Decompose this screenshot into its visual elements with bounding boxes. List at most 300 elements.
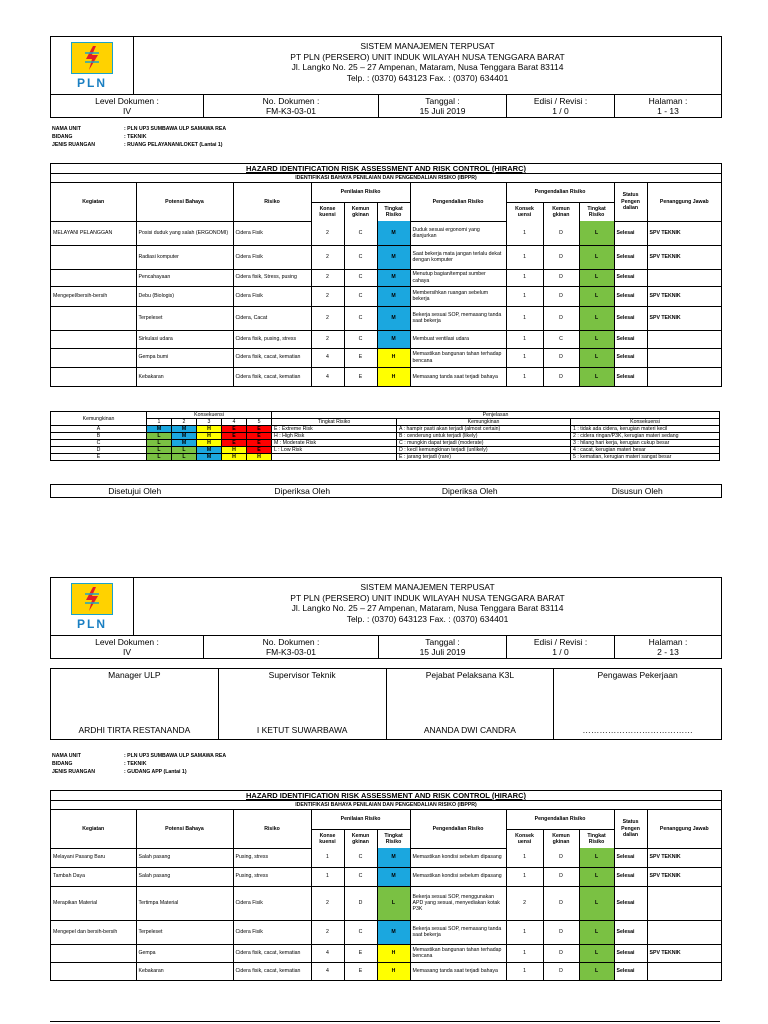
col-kegiatan: Kegiatan [51, 183, 136, 221]
tingkat-cell: M [377, 330, 410, 348]
unit-meta [52, 125, 226, 149]
col-kemungkinan-2: Kemun gkinan [543, 202, 579, 221]
tingkat-2-cell: L [579, 962, 614, 980]
pj-cell [647, 269, 721, 286]
table-row [51, 944, 721, 962]
kemungkinan-2-cell: D [543, 367, 579, 386]
signer-role: Pejabat Pelaksana K3L [425, 670, 515, 680]
table-body [51, 848, 721, 980]
matrix-cell: E [222, 440, 247, 447]
konsekuensi-cell: 2 [311, 221, 344, 245]
tingkat-2-cell: L [579, 886, 614, 920]
potensi-cell: Tertimpa Material [136, 886, 233, 920]
potensi-cell: Terpeleset [136, 920, 233, 944]
tingkat-2-cell: L [579, 848, 614, 867]
approved-by: Disetujui Oleh [108, 486, 162, 496]
meta-value: : PLN UP3 SUMBAWA ULP SAMAWA REA [124, 126, 227, 132]
table-row [51, 920, 721, 944]
table-row [51, 867, 721, 886]
company-name: PT PLN (PERSERO) UNIT INDUK WILAYAH NUSA TENGGARA BARAT [290, 51, 565, 62]
kegiatan-cell [51, 348, 136, 367]
legend-num: 2 [172, 419, 197, 426]
konsekuensi-cell: 2 [311, 306, 344, 330]
potensi-cell: Gempa bumi [136, 348, 233, 367]
col-kegiatan: Kegiatan [51, 810, 136, 848]
risiko-cell: Pusing, stress [233, 848, 311, 867]
doc-number-value: FM-K3-03-01 [265, 106, 317, 116]
table-row [51, 269, 721, 286]
risk-level-desc: M : Moderate Risk [272, 440, 397, 447]
matrix-cell: E [247, 440, 272, 447]
consequence-desc: 3 : hilang hari kerja, kerugian cukup besar [571, 440, 720, 447]
system-title: SISTEM MANAJEMEN TERPUSAT [360, 41, 495, 51]
likelihood-desc: E : jarang terjadi (rare) [397, 454, 571, 461]
hirarc-title: HAZARD IDENTIFICATION RISK ASSESSMENT AND RISK CONTROL (HIRARC) [51, 164, 721, 174]
pengendalian-cell: Bekerja sesuai SOP, memasang tanda saat bekerja [410, 920, 506, 944]
likelihood-desc: C : mungkin dapat terjadi (moderate) [397, 440, 571, 447]
pengendalian-cell: Memastikan kondisi sebelum dipasang [410, 848, 506, 867]
pj-cell: SPV TEKNIK [647, 848, 721, 867]
edition-value: 1 / 0 [552, 647, 569, 657]
kegiatan-cell [51, 306, 136, 330]
legend-row [51, 440, 720, 447]
potensi-cell: Salah pasang [136, 867, 233, 886]
likelihood-desc: D : kecil kemungkinan terjadi (unlikely) [397, 447, 571, 454]
likelihood-letter: D [51, 447, 147, 454]
hirarc-table [50, 790, 722, 981]
col-pengendalian-risiko: Pengendalian Risiko [506, 810, 614, 829]
matrix-cell: E [222, 426, 247, 433]
risiko-cell: Cidera fisik, cacat, kematian [233, 944, 311, 962]
pj-cell: SPV TEKNIK [647, 944, 721, 962]
pj-cell: SPV TEKNIK [647, 245, 721, 269]
pengendalian-cell: Duduk sesuai ergonomi yang dianjurkan [410, 221, 506, 245]
tingkat-cell: H [377, 962, 410, 980]
likelihood-letter: B [51, 433, 147, 440]
tingkat-2-cell: L [579, 944, 614, 962]
table-body [51, 221, 721, 386]
risiko-cell: Cidera Fisik [233, 221, 311, 245]
meta-value: : GUDANG APP (Lantai 1) [124, 769, 187, 775]
col-konsekuensi-2: Konsek uensi [506, 202, 543, 221]
unit-meta [52, 752, 226, 776]
col-konsekuensi-2: Konsek uensi [506, 829, 543, 848]
matrix-cell: M [172, 440, 197, 447]
legend-row [51, 433, 720, 440]
date-label: Tanggal : [425, 96, 460, 106]
table-head [51, 183, 721, 221]
system-title: SISTEM MANAJEMEN TERPUSAT [360, 582, 495, 592]
pengendalian-cell: Memasang tanda saat terjadi bahaya [410, 962, 506, 980]
pj-cell: SPV TEKNIK [647, 221, 721, 245]
tingkat-cell: H [377, 944, 410, 962]
kegiatan-cell [51, 367, 136, 386]
pengendalian-cell: Menutup bagian/tempat sumber cahaya [410, 269, 506, 286]
potensi-cell: Posisi duduk yang salah (ERGONOMI) [136, 221, 233, 245]
level-value: IV [122, 647, 132, 657]
konsekuensi-cell: 4 [311, 944, 344, 962]
kegiatan-cell [51, 245, 136, 269]
tingkat-cell: M [377, 269, 410, 286]
consequence-desc: 4 : cacat, kerugian materi besar [571, 447, 720, 454]
kegiatan-cell [51, 962, 136, 980]
konsekuensi-cell: 2 [311, 286, 344, 306]
kemungkinan-2-cell: D [543, 962, 579, 980]
tingkat-cell: H [377, 367, 410, 386]
kemungkinan-2-cell: D [543, 867, 579, 886]
tingkat-cell: M [377, 306, 410, 330]
table-row [51, 286, 721, 306]
page-label: Halaman : [648, 637, 688, 647]
col-konsekuensi: Konse kuensi [311, 202, 344, 221]
signer-role: Manager ULP [108, 670, 161, 680]
matrix-cell: H [222, 454, 247, 461]
konsekuensi-cell: 1 [311, 848, 344, 867]
konsekuensi-2-cell: 1 [506, 330, 543, 348]
status-cell: Selesai [614, 221, 647, 245]
potensi-cell: Kebakaran [136, 962, 233, 980]
status-cell: Selesai [614, 348, 647, 367]
status-cell: Selesai [614, 330, 647, 348]
matrix-cell: L [147, 433, 172, 440]
table-row [51, 348, 721, 367]
konsekuensi-2-cell: 1 [506, 867, 543, 886]
col-risiko: Risiko [233, 183, 311, 221]
signer-role: Supervisor Teknik [268, 670, 336, 680]
likelihood-desc: B : cenderung untuk terjadi (likely) [397, 433, 571, 440]
kegiatan-cell: Mengepel/bersih-bersih [51, 286, 136, 306]
meta-key: BIDANG [52, 134, 73, 140]
pengendalian-cell: Memasang tanda saat terjadi bahaya [410, 367, 506, 386]
legend-kem-label: Kemungkinan [397, 419, 571, 426]
kegiatan-cell: MELAYANI PELANGGAN [51, 221, 136, 245]
date-value: 15 Juli 2019 [419, 647, 466, 657]
col-potensi: Potensi Bahaya [136, 183, 233, 221]
matrix-cell: L [147, 447, 172, 454]
pj-cell [647, 330, 721, 348]
matrix-cell: E [247, 433, 272, 440]
tingkat-cell: L [377, 886, 410, 920]
risiko-cell: Cidera fisik, Stress, pusing [233, 269, 311, 286]
company-phone: Telp. : (0370) 643123 Fax. : (0370) 634401 [346, 613, 509, 624]
kegiatan-cell: Melayani Pasang Baru [51, 848, 136, 867]
kemungkinan-cell: E [344, 944, 377, 962]
tingkat-cell: M [377, 920, 410, 944]
page-value: 1 - 13 [657, 106, 679, 116]
hirarc-title: HAZARD IDENTIFICATION RISK ASSESSMENT AND RISK CONTROL (HIRARC) [51, 791, 721, 801]
checked-by: Diperiksa Oleh [274, 486, 331, 496]
date-label: Tanggal : [425, 637, 460, 647]
kemungkinan-cell: C [344, 221, 377, 245]
kemungkinan-2-cell: C [543, 330, 579, 348]
logo-text: PLN [77, 75, 107, 90]
col-penilaian: Penilaian Risiko [311, 810, 410, 829]
hirarc-table [50, 163, 722, 387]
tingkat-cell: H [377, 348, 410, 367]
col-kemungkinan: Kemun gkinan [344, 202, 377, 221]
kemungkinan-cell: E [344, 962, 377, 980]
pj-cell [647, 962, 721, 980]
legend-tingkat-label: Tingkat Risiko [272, 419, 397, 426]
tingkat-2-cell: L [579, 367, 614, 386]
table-row [51, 962, 721, 980]
tingkat-cell: M [377, 286, 410, 306]
kegiatan-cell [51, 944, 136, 962]
signer-role: Pengawas Pekerjaan [597, 670, 678, 680]
tingkat-cell: M [377, 848, 410, 867]
signer-name: ………………………………… [582, 725, 693, 735]
consequence-desc: 1 : tidak ada cidera, kerugian materi kecil [571, 426, 720, 433]
potensi-cell: Salah pasang [136, 848, 233, 867]
edition-label: Edisi / Revisi : [533, 96, 588, 106]
meta-key: NAMA UNIT [52, 753, 81, 759]
meta-key: NAMA UNIT [52, 126, 81, 132]
status-cell: Selesai [614, 306, 647, 330]
matrix-cell: L [147, 454, 172, 461]
pj-cell [647, 920, 721, 944]
risk-legend [50, 411, 720, 461]
col-potensi: Potensi Bahaya [136, 810, 233, 848]
matrix-cell: H [197, 440, 222, 447]
legend-penjelasan-label: Penjelasan [272, 412, 720, 419]
matrix-cell: L [147, 440, 172, 447]
risiko-cell: Cidera Fisik [233, 920, 311, 944]
kemungkinan-cell: D [344, 886, 377, 920]
signer-name: ARDHI TIRTA RESTANANDA [78, 725, 191, 735]
tingkat-2-cell: L [579, 221, 614, 245]
kemungkinan-cell: E [344, 367, 377, 386]
kemungkinan-2-cell: D [543, 306, 579, 330]
legend-konsekuensi-label: Konsekuensi [147, 412, 272, 419]
col-tingkat-2: Tingkat Risiko [579, 829, 614, 848]
doc-number-label: No. Dokumen : [262, 637, 320, 647]
hirarc-subtitle: IDENTIFIKASI BAHAYA PENILAIAN DAN PENGENDALIAN RISIKO (IBPPR) [51, 801, 721, 810]
konsekuensi-2-cell: 1 [506, 848, 543, 867]
risiko-cell: Cidera fisik, cacat, kematian [233, 348, 311, 367]
risiko-cell: Cidera fisik, cacat, kematian [233, 962, 311, 980]
konsekuensi-cell: 4 [311, 962, 344, 980]
doc-number-value: FM-K3-03-01 [265, 647, 317, 657]
status-cell: Selesai [614, 269, 647, 286]
document-header [50, 577, 722, 659]
risk-level-desc: L : Low Risk [272, 447, 397, 454]
consequence-desc: 5 : kematian, kerugian materi sangat besar [571, 454, 720, 461]
col-pengendalian: Pengendalian Risiko [410, 183, 506, 221]
konsekuensi-2-cell: 1 [506, 269, 543, 286]
approval-row [50, 484, 722, 498]
risiko-cell: Cidera Fisik [233, 245, 311, 269]
meta-value: : PLN UP3 SUMBAWA ULP SAMAWA REA [124, 753, 227, 759]
pj-cell: SPV TEKNIK [647, 286, 721, 306]
col-kemungkinan-2: Kemun gkinan [543, 829, 579, 848]
tingkat-2-cell: L [579, 867, 614, 886]
legend-num: 3 [197, 419, 222, 426]
table-head [51, 810, 721, 848]
matrix-cell: H [197, 426, 222, 433]
legend-num: 5 [247, 419, 272, 426]
edition-label: Edisi / Revisi : [533, 637, 588, 647]
matrix-cell: M [197, 454, 222, 461]
pengendalian-cell: Bekerja sesuai SOP, memasang tanda saat bekerja [410, 306, 506, 330]
matrix-cell: E [247, 447, 272, 454]
konsekuensi-cell: 2 [311, 886, 344, 920]
kemungkinan-2-cell: D [543, 920, 579, 944]
meta-key: BIDANG [52, 761, 73, 767]
risiko-cell: Cidera Fisik [233, 886, 311, 920]
prepared-by: Disusun Oleh [611, 486, 663, 496]
matrix-cell: E [247, 426, 272, 433]
konsekuensi-cell: 2 [311, 245, 344, 269]
status-cell: Selesai [614, 962, 647, 980]
logo-text: PLN [77, 616, 107, 631]
kemungkinan-cell: E [344, 348, 377, 367]
pln-logo [51, 37, 134, 94]
company-name: PT PLN (PERSERO) UNIT INDUK WILAYAH NUSA TENGGARA BARAT [290, 592, 565, 603]
level-label: Level Dokumen : [95, 96, 159, 106]
kemungkinan-2-cell: D [543, 221, 579, 245]
tingkat-2-cell: L [579, 306, 614, 330]
risk-level-desc: E : Extreme Risk [272, 426, 397, 433]
col-tingkat: Tingkat Risiko [377, 829, 410, 848]
checked-by: Diperiksa Oleh [441, 486, 498, 496]
potensi-cell: Gempa [136, 944, 233, 962]
signer-name: I KETUT SUWARBAWA [256, 725, 348, 735]
col-tingkat-2: Tingkat Risiko [579, 202, 614, 221]
kemungkinan-2-cell: D [543, 944, 579, 962]
konsekuensi-2-cell: 1 [506, 306, 543, 330]
page-divider [50, 1021, 720, 1022]
col-risiko: Risiko [233, 810, 311, 848]
pj-cell: SPV TEKNIK [647, 306, 721, 330]
status-cell: Selesai [614, 944, 647, 962]
col-kemungkinan: Kemun gkinan [344, 829, 377, 848]
legend-num: 4 [222, 419, 247, 426]
matrix-cell: L [172, 454, 197, 461]
tingkat-2-cell: L [579, 269, 614, 286]
table-row [51, 367, 721, 386]
konsekuensi-2-cell: 1 [506, 944, 543, 962]
matrix-cell: M [147, 426, 172, 433]
risiko-cell: Cidera, Cacat [233, 306, 311, 330]
pengendalian-cell: Membuat ventilasi udara [410, 330, 506, 348]
pengendalian-cell: Bekerja sesuai SOP, menggunakan APD yang sesuai, menyediakan kotak P3K [410, 886, 506, 920]
matrix-cell: L [172, 447, 197, 454]
kemungkinan-cell: C [344, 286, 377, 306]
risk-level-desc [272, 454, 397, 461]
konsekuensi-2-cell: 1 [506, 962, 543, 980]
likelihood-letter: C [51, 440, 147, 447]
kemungkinan-cell: C [344, 848, 377, 867]
tingkat-2-cell: L [579, 330, 614, 348]
pln-logo [51, 578, 134, 635]
potensi-cell: Sirkulasi udara [136, 330, 233, 348]
table-row [51, 848, 721, 867]
status-cell: Selesai [614, 245, 647, 269]
konsekuensi-2-cell: 2 [506, 886, 543, 920]
col-penanggung-jawab: Penanggung Jawab [647, 810, 721, 848]
pengendalian-cell: Saat bekerja mata jangan terlalu dekat dengan komputer [410, 245, 506, 269]
kemungkinan-cell: C [344, 867, 377, 886]
level-label: Level Dokumen : [95, 637, 159, 647]
tingkat-2-cell: L [579, 920, 614, 944]
matrix-cell: M [172, 426, 197, 433]
status-cell: Selesai [614, 886, 647, 920]
date-value: 15 Juli 2019 [419, 106, 466, 116]
legend-row [51, 454, 720, 461]
konsekuensi-cell: 2 [311, 330, 344, 348]
company-phone: Telp. : (0370) 643123 Fax. : (0370) 634401 [346, 72, 509, 83]
status-cell: Selesai [614, 286, 647, 306]
risk-level-desc: H : High Risk [272, 433, 397, 440]
col-status: Status Pengen dalian [614, 810, 647, 848]
legend-kons-label: Konsekuensi [571, 419, 720, 426]
matrix-cell: E [222, 433, 247, 440]
tingkat-cell: M [377, 867, 410, 886]
col-konsekuensi: Konse kuensi [311, 829, 344, 848]
lightning-icon [71, 42, 113, 74]
signature-block [50, 668, 722, 740]
konsekuensi-cell: 2 [311, 269, 344, 286]
status-cell: Selesai [614, 867, 647, 886]
table-row [51, 306, 721, 330]
col-penilaian: Penilaian Risiko [311, 183, 410, 202]
konsekuensi-2-cell: 1 [506, 245, 543, 269]
kemungkinan-2-cell: D [543, 269, 579, 286]
potensi-cell: Kebakaran [136, 367, 233, 386]
page-label: Halaman : [648, 96, 688, 106]
matrix-cell: M [197, 447, 222, 454]
likelihood-desc: A : hampir pasti akan terjadi (almost certain) [397, 426, 571, 433]
kegiatan-cell: Merapikan Material [51, 886, 136, 920]
kemungkinan-cell: C [344, 306, 377, 330]
page-value: 2 - 13 [657, 647, 679, 657]
pj-cell [647, 348, 721, 367]
signer-name: ANANDA DWI CANDRA [423, 725, 516, 735]
potensi-cell: Pencahayaan [136, 269, 233, 286]
lightning-icon [71, 583, 113, 615]
kegiatan-cell: Tambah Daya [51, 867, 136, 886]
konsekuensi-2-cell: 1 [506, 221, 543, 245]
potensi-cell: Terpeleset [136, 306, 233, 330]
kemungkinan-cell: C [344, 920, 377, 944]
potensi-cell: Radiasi komputer [136, 245, 233, 269]
kemungkinan-cell: C [344, 269, 377, 286]
konsekuensi-cell: 2 [311, 920, 344, 944]
konsekuensi-cell: 4 [311, 367, 344, 386]
konsekuensi-2-cell: 1 [506, 367, 543, 386]
col-pengendalian-risiko: Pengendalian Risiko [506, 183, 614, 202]
meta-key: JENIS RUANGAN [52, 142, 95, 148]
pengendalian-cell: Memastikan bangunan tahan terhadap bencana [410, 944, 506, 962]
pengendalian-cell: Memastikan kondisi sebelum dipasang [410, 867, 506, 886]
status-cell: Selesai [614, 920, 647, 944]
level-value: IV [122, 106, 132, 116]
konsekuensi-2-cell: 1 [506, 920, 543, 944]
risiko-cell: Cidera Fisik [233, 286, 311, 306]
risiko-cell: Cidera fisik, cacat, kematian [233, 367, 311, 386]
legend-row [51, 426, 720, 433]
table-row [51, 221, 721, 245]
legend-kemungkinan-label: Kemungkinan [51, 412, 147, 426]
risiko-cell: Cidera fisik, pusing, stress [233, 330, 311, 348]
tingkat-2-cell: L [579, 348, 614, 367]
legend-num: 1 [147, 419, 172, 426]
meta-value: : TEKNIK [124, 134, 147, 140]
col-status: Status Pengen dalian [614, 183, 647, 221]
pj-cell [647, 367, 721, 386]
meta-value: : RUANG PELAYANAN/LOKET (Lantai 1) [124, 142, 223, 148]
kegiatan-cell [51, 269, 136, 286]
